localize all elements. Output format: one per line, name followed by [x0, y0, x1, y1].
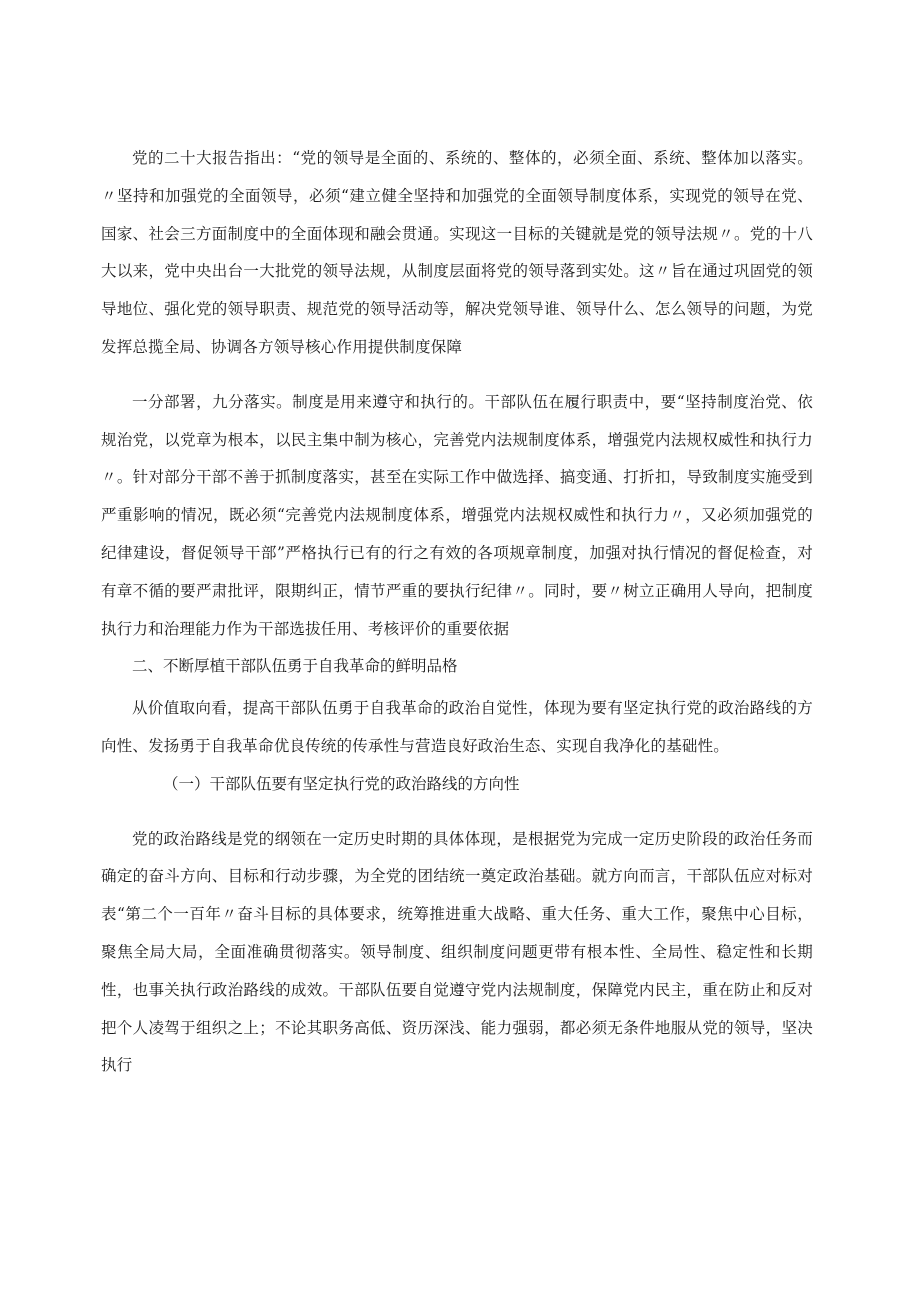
paragraph-party-leadership: 党的二十大报告指出：“党的领导是全面的、系统的、整体的，必须全面、系统、整体加以落实。〃坚持和加强党的全面领导，必须“建立健全坚持和加强党的全面领导制度体系，实现党的领导在党、国家、社会三方面制度中的全面体现和融会贯通。实现这一目标的关键就是党的领导法规〃。党的十八大以来，党中央出台一大批党的领导法规，从制度层面将党的领导落到实处。这〃旨在通过巩固党的领导地位、强化党的领导职责、规范党的领导活动等，解决党领导谁、领导什么、怎么领导的问题，为党发挥总揽全局、协调各方领导核心作用提供制度保障	[101, 149, 813, 356]
paragraph-political-line: 党的政治路线是党的纲领在一定历史时期的具体体现，是根据党为完成一定历史阶段的政治任务而确定的奋斗方向、目标和行动步骤，为全党的团结统一奠定政治基础。就方向而言，干部队伍应对标对表“第二个一百年〃奋斗目标的具体要求，统筹推进重大战略、重大任务、重大工作，聚焦中心目标，聚焦全局大局，全面准确贯彻落实。领导制度、组织制度问题更带有根本性、全局性、稳定性和长期性，也事关执行政治路线的成效。干部队伍要自觉遵守党内法规制度，保障党内民主，重在防止和反对把个人凌驾于组织之上；不论其职务高低、资历深浅、能力强弱，都必须无条件地服从党的领导，坚决执行	[101, 829, 813, 1075]
section-heading-2: 二、不断厚植干部队伍勇于自我革命的鲜明品格	[132, 657, 458, 676]
paragraph-value-orientation: 从价值取向看，提高干部队伍勇于自我革命的政治自觉性，体现为要有坚定执行党的政治路线的方向性、发扬勇于自我革命优良传统的传承性与营造良好政治生态、实现自我净化的基础性。	[101, 699, 813, 755]
subsection-heading-1: （一）干部队伍要有坚定执行党的政治路线的方向性	[163, 774, 520, 793]
paragraph-implementation: 一分部署，九分落实。制度是用来遵守和执行的。干部队伍在履行职责中，要“坚持制度治党、依规治党，以党章为根本，以民主集中制为核心，完善党内法规制度体系，增强党内法规权威性和执行力〃。针对部分干部不善于抓制度落实，甚至在实际工作中做选择、搞变通、打折扣，导致制度实施受到严重影响的情况，既必须“完善党内法规制度体系，增强党内法规权威性和执行力〃，又必须加强党的纪律建设，督促领导干部”严格执行已有的行之有效的各项规章制度，加强对执行情况的督促检查，对有章不循的要严肃批评，限期纠正，情节严重的要执行纪律〃。同时，要〃树立正确用人导向，把制度执行力和治理能力作为干部选拔任用、考核评价的重要依据	[101, 392, 813, 638]
document-body	[101, 140, 813, 1085]
